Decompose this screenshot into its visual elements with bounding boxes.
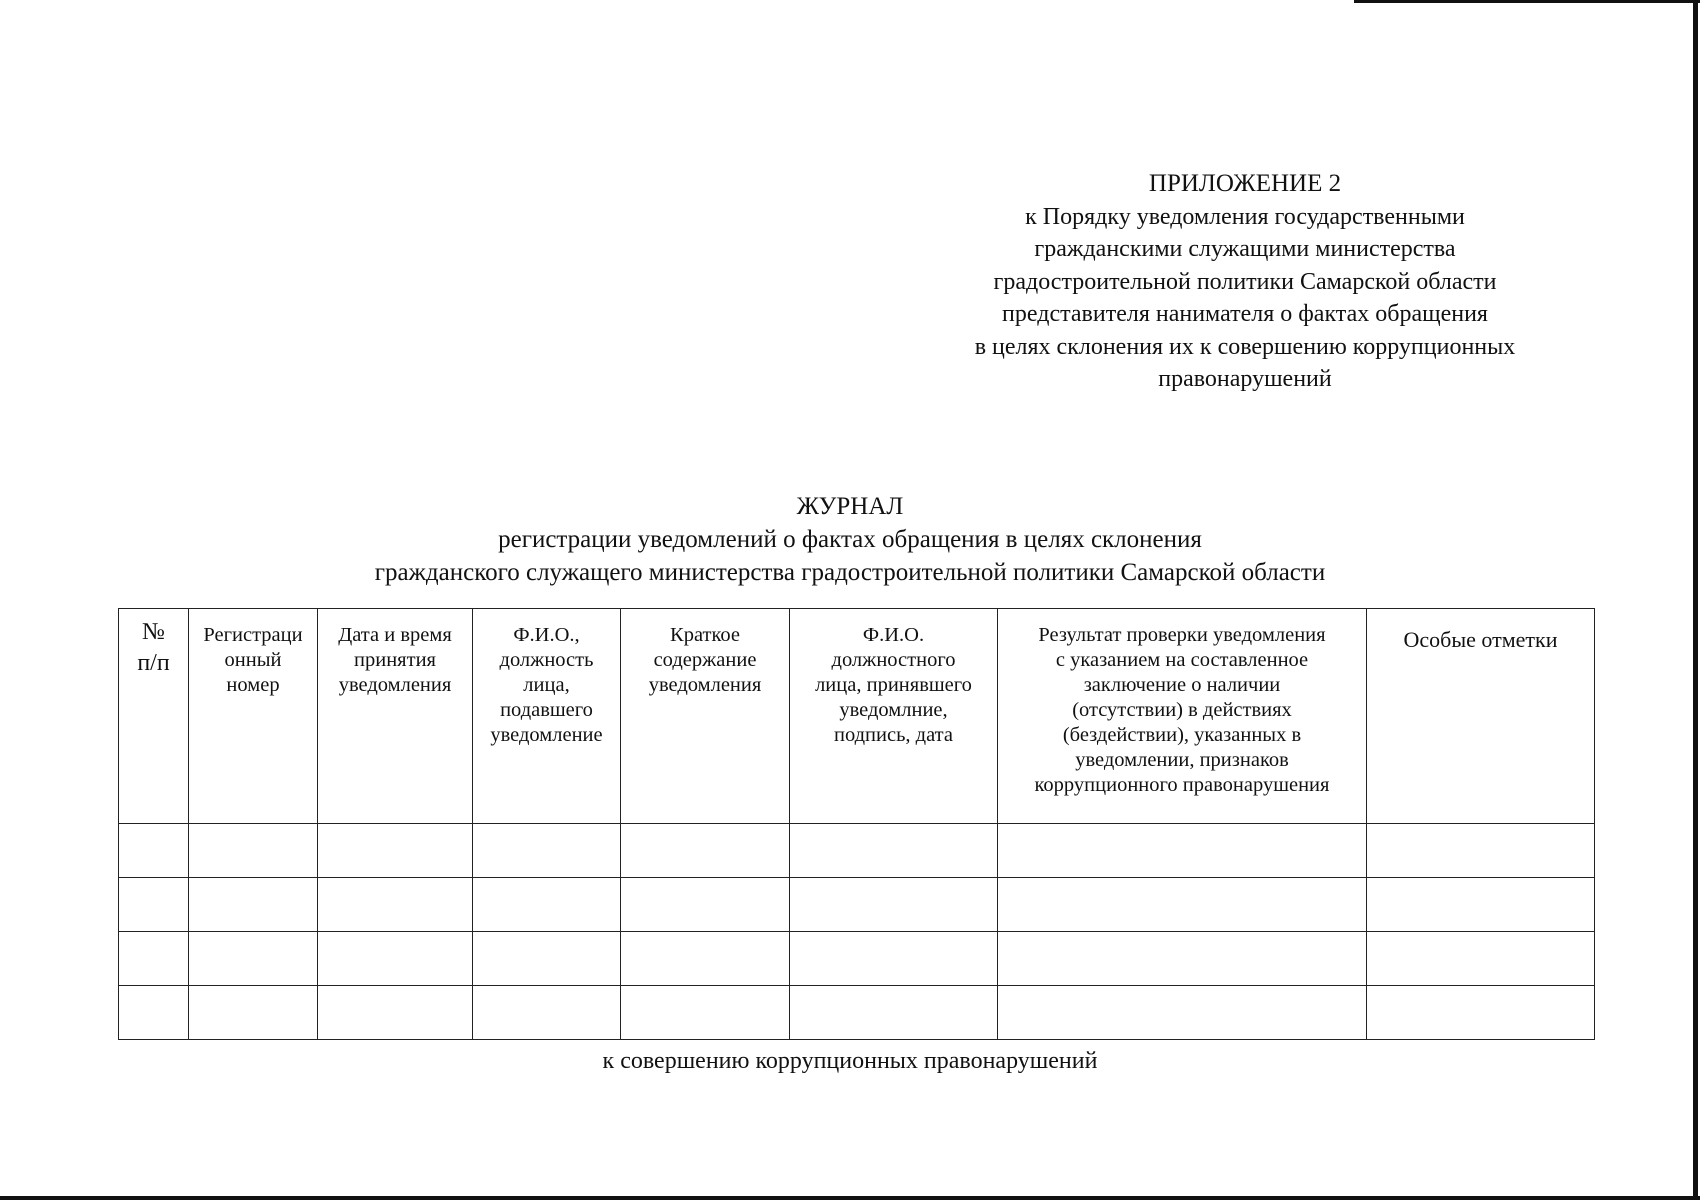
table-cell[interactable] bbox=[318, 932, 473, 986]
scan-border-bottom bbox=[0, 1196, 1700, 1200]
table-cell[interactable] bbox=[473, 986, 621, 1040]
table-cell[interactable] bbox=[189, 932, 318, 986]
header-line: уведомления bbox=[338, 674, 452, 696]
header-line: № bbox=[142, 619, 165, 645]
table-cell[interactable] bbox=[621, 824, 790, 878]
table-cell[interactable] bbox=[189, 986, 318, 1040]
table-cell[interactable] bbox=[998, 932, 1367, 986]
table-cell[interactable] bbox=[1367, 986, 1595, 1040]
header-line: с указанием на составленное bbox=[1055, 649, 1309, 671]
table-cell[interactable] bbox=[790, 932, 998, 986]
header-line: коррупционного правонарушения bbox=[1034, 774, 1330, 796]
header-line: Регистраци bbox=[203, 624, 303, 646]
header-line: Ф.И.О., bbox=[513, 624, 580, 646]
header-line: Особые отметки bbox=[1403, 627, 1558, 652]
appendix-heading: ПРИЛОЖЕНИЕ 2 bbox=[1148, 170, 1342, 197]
journal-title: ЖУРНАЛ bbox=[796, 493, 904, 520]
table-cell[interactable] bbox=[998, 824, 1367, 878]
table-cell[interactable] bbox=[473, 878, 621, 932]
table-cell[interactable] bbox=[790, 824, 998, 878]
appendix-line: в целях склонения их к совершению коррупционных bbox=[974, 333, 1516, 360]
scan-border-right bbox=[1693, 0, 1698, 1200]
journal-subtitle-line: регистрации уведомлений о фактах обращения в целях склонения bbox=[498, 526, 1202, 553]
table-cell[interactable] bbox=[318, 824, 473, 878]
header-row bbox=[119, 609, 1595, 824]
journal-subtitle-continuation: к совершению коррупционных правонарушений bbox=[602, 1048, 1098, 1074]
col-header-check-result bbox=[998, 609, 1367, 824]
table-cell[interactable] bbox=[318, 878, 473, 932]
header-line: заключение о наличии bbox=[1083, 674, 1281, 696]
header-line: Ф.И.О. bbox=[862, 624, 925, 646]
table-row bbox=[119, 878, 1595, 932]
header-line: онный bbox=[224, 649, 282, 671]
table-cell[interactable] bbox=[189, 878, 318, 932]
journal-title-block bbox=[250, 490, 1450, 589]
table-cell[interactable] bbox=[119, 878, 189, 932]
header-line: Дата и время bbox=[338, 624, 452, 646]
header-line: п/п bbox=[137, 650, 170, 676]
scan-border-top bbox=[1354, 0, 1700, 3]
table-cell[interactable] bbox=[473, 824, 621, 878]
table-cell[interactable] bbox=[621, 878, 790, 932]
appendix-line: градостроительной политики Самарской области bbox=[993, 268, 1497, 295]
table-cell[interactable] bbox=[790, 878, 998, 932]
table-cell[interactable] bbox=[119, 986, 189, 1040]
table-cell[interactable] bbox=[318, 986, 473, 1040]
table-cell[interactable] bbox=[189, 824, 318, 878]
header-line: лица, принявшего bbox=[815, 674, 972, 696]
header-line: лица, bbox=[523, 674, 570, 696]
table-row bbox=[119, 986, 1595, 1040]
header-line: должность bbox=[499, 649, 594, 671]
journal-subtitle-line: гражданского служащего министерства градостроительной политики Самарской области bbox=[374, 559, 1326, 586]
col-header-reg-number bbox=[189, 609, 318, 824]
col-header-number bbox=[119, 609, 189, 824]
header-line: Краткое bbox=[670, 624, 740, 646]
header-line: (бездействии), указанных в bbox=[1062, 724, 1302, 746]
table-cell[interactable] bbox=[473, 932, 621, 986]
header-line: уведомление bbox=[490, 724, 603, 746]
col-header-submitter bbox=[473, 609, 621, 824]
table-row bbox=[119, 932, 1595, 986]
appendix-block bbox=[920, 168, 1570, 396]
header-line: подавшего bbox=[500, 699, 593, 721]
table-row bbox=[119, 824, 1595, 878]
header-line: уведомления bbox=[648, 674, 762, 696]
registration-table bbox=[118, 608, 1595, 1040]
header-line: подпись, дата bbox=[833, 724, 953, 746]
header-line: номер bbox=[226, 674, 280, 696]
col-header-receiver bbox=[790, 609, 998, 824]
appendix-line: представителя нанимателя о фактах обращения bbox=[1002, 301, 1488, 327]
table-cell[interactable] bbox=[790, 986, 998, 1040]
appendix-line: правонарушений bbox=[1158, 366, 1332, 392]
table-cell[interactable] bbox=[621, 932, 790, 986]
header-line: уведомлние, bbox=[839, 699, 948, 721]
header-line: (отсутствии) в действиях bbox=[1072, 699, 1292, 721]
table-cell[interactable] bbox=[1367, 878, 1595, 932]
table-cell[interactable] bbox=[119, 932, 189, 986]
table-cell[interactable] bbox=[621, 986, 790, 1040]
table-cell[interactable] bbox=[998, 986, 1367, 1040]
appendix-line: к Порядку уведомления государственными bbox=[1025, 203, 1465, 230]
col-header-special-notes bbox=[1367, 609, 1595, 824]
header-line: должностного bbox=[831, 649, 956, 671]
table-cell[interactable] bbox=[119, 824, 189, 878]
header-line: содержание bbox=[653, 649, 757, 671]
appendix-line: гражданскими служащими министерства bbox=[1034, 236, 1456, 262]
table-cell[interactable] bbox=[1367, 824, 1595, 878]
col-header-summary bbox=[621, 609, 790, 824]
header-line: принятия bbox=[354, 649, 436, 671]
header-line: Результат проверки уведомления bbox=[1038, 624, 1326, 646]
col-header-date-time bbox=[318, 609, 473, 824]
header-line: уведомлении, признаков bbox=[1075, 749, 1289, 771]
table-cell[interactable] bbox=[998, 878, 1367, 932]
table-cell[interactable] bbox=[1367, 932, 1595, 986]
